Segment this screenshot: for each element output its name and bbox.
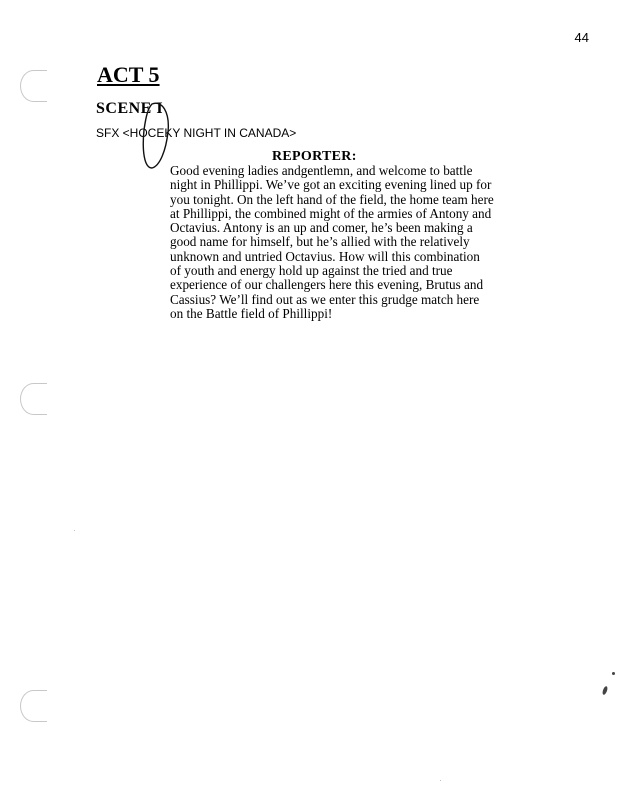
dialogue-line: Octavius. Antony is an up and comer, he’s been making a (170, 220, 473, 236)
dialogue-line: good name for himself, but he’s allied with the relatively (170, 234, 470, 250)
speaker-name: REPORTER: (272, 149, 357, 164)
sfx-direction: SFX <HOCEKY NIGHT IN CANADA> (96, 126, 297, 140)
dialogue-line: you tonight. On the left hand of the field, the home team here (170, 191, 494, 207)
dialogue-line: Cassius? We’ll find out as we enter this grudge match here (170, 291, 480, 307)
ink-speck (74, 530, 75, 531)
scene-title: SCENE I (96, 100, 164, 117)
dialogue-line: experience of our challengers here this evening, Brutus and (170, 277, 484, 293)
dialogue-line: Good evening ladies andgentlemn, and welcome to battle (170, 163, 473, 178)
dialogue-line: night in Phillippi. We’ve got an exciting evening lined up for (170, 177, 492, 193)
dialogue-line: unknown and untried Octavius. How will this combination (170, 248, 480, 264)
act-title: ACT 5 (97, 62, 160, 87)
dialogue-line: at Phillippi, the combined might of the armies of Antony and (170, 205, 492, 221)
ink-speck (440, 780, 441, 781)
page-number: 44 (574, 30, 589, 45)
ink-speck (612, 672, 615, 675)
dialogue-line: of youth and energy hold up against the tried and true (170, 263, 453, 279)
dialogue-line: on the Battle field of Phillippi! (170, 305, 333, 321)
